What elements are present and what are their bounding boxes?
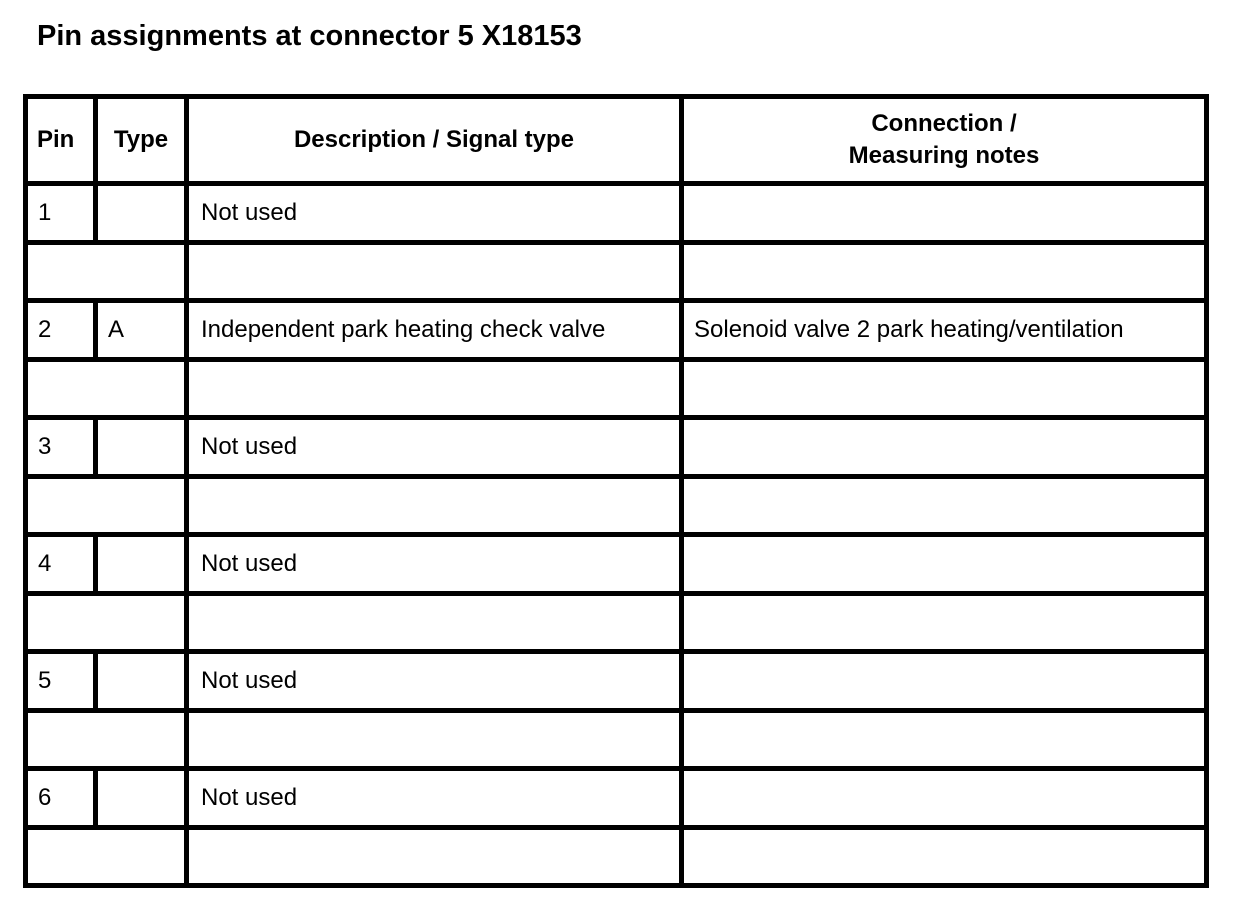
cell-description: Not used <box>187 769 682 828</box>
cell-type <box>96 184 187 243</box>
cell-pin: 5 <box>26 652 96 711</box>
cell-description: Not used <box>187 184 682 243</box>
table-row <box>26 301 1207 360</box>
table-subrow <box>26 827 1207 886</box>
cell-extra-description <box>187 827 682 886</box>
cell-pin: 1 <box>26 184 96 243</box>
header-connection-line1: Connection / <box>871 110 1017 137</box>
cell-connection: Solenoid valve 2 park heating/ventilation <box>682 301 1207 360</box>
cell-connection <box>682 652 1207 711</box>
header-type: Type <box>96 97 187 184</box>
table-row <box>26 769 1207 828</box>
cell-description: Independent park heating check valve <box>187 301 682 360</box>
cell-extra-connection <box>682 359 1207 418</box>
table-header-row <box>26 97 1207 184</box>
cell-extra-description <box>187 710 682 769</box>
table-subrow <box>26 359 1207 418</box>
cell-extra-connection <box>682 593 1207 652</box>
cell-extra-connection <box>682 476 1207 535</box>
cell-pin: 3 <box>26 418 96 477</box>
table-subrow <box>26 476 1207 535</box>
table-subrow <box>26 710 1207 769</box>
cell-extra-connection <box>682 827 1207 886</box>
cell-pin: 2 <box>26 301 96 360</box>
cell-connection <box>682 418 1207 477</box>
cell-connection <box>682 184 1207 243</box>
cell-pin: 6 <box>26 769 96 828</box>
cell-extra-connection <box>682 710 1207 769</box>
cell-spacer <box>26 476 187 535</box>
cell-type: A <box>96 301 187 360</box>
page-title: Pin assignments at connector 5 X18153 <box>37 20 582 52</box>
cell-spacer <box>26 710 187 769</box>
cell-description: Not used <box>187 652 682 711</box>
header-pin: Pin <box>26 97 96 184</box>
cell-spacer <box>26 593 187 652</box>
cell-extra-description <box>187 242 682 301</box>
cell-extra-description <box>187 359 682 418</box>
table-row <box>26 184 1207 243</box>
table-subrow <box>26 593 1207 652</box>
table-row <box>26 418 1207 477</box>
cell-extra-description <box>187 476 682 535</box>
table-subrow <box>26 242 1207 301</box>
header-description: Description / Signal type <box>187 97 682 184</box>
cell-spacer <box>26 827 187 886</box>
table-row <box>26 652 1207 711</box>
cell-description: Not used <box>187 535 682 594</box>
cell-connection <box>682 535 1207 594</box>
cell-type <box>96 535 187 594</box>
cell-connection <box>682 769 1207 828</box>
cell-spacer <box>26 359 187 418</box>
header-connection <box>682 97 1207 184</box>
cell-type <box>96 418 187 477</box>
header-connection-line2: Measuring notes <box>848 142 1040 169</box>
pin-assignment-table <box>23 94 1209 888</box>
cell-description: Not used <box>187 418 682 477</box>
table-row <box>26 535 1207 594</box>
cell-type <box>96 769 187 828</box>
cell-pin: 4 <box>26 535 96 594</box>
cell-type <box>96 652 187 711</box>
cell-extra-connection <box>682 242 1207 301</box>
cell-spacer <box>26 242 187 301</box>
cell-extra-description <box>187 593 682 652</box>
